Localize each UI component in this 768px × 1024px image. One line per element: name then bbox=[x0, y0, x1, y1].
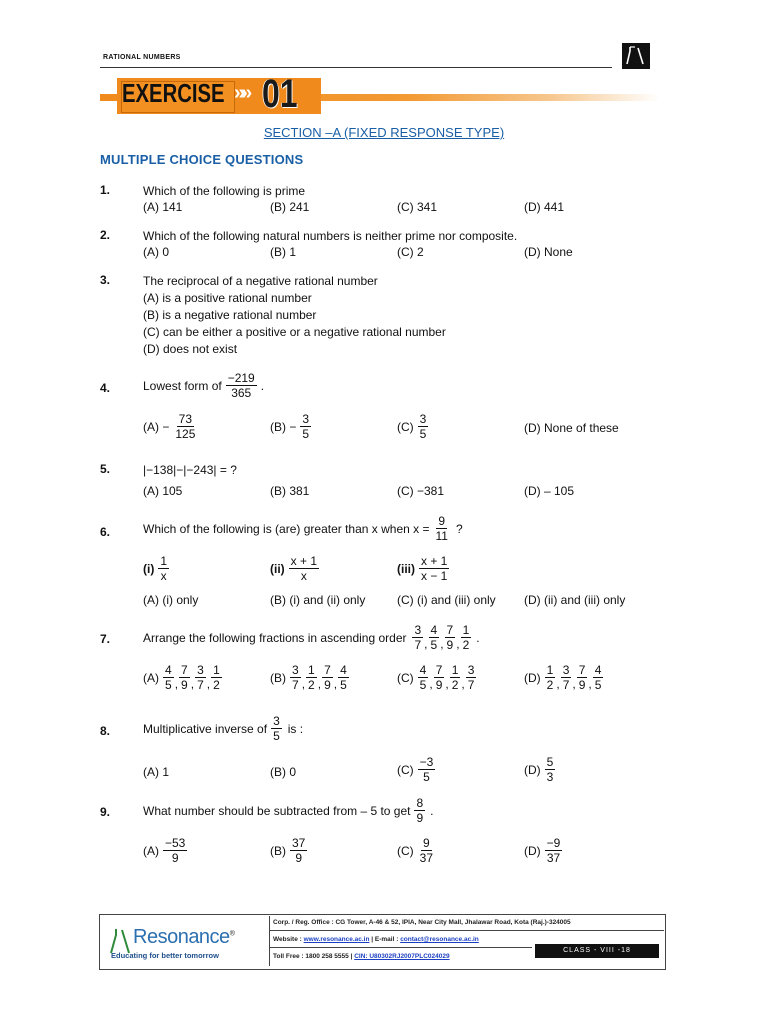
question-text: Which of the following natural numbers is neither prime nor composite. bbox=[143, 229, 518, 243]
question-number: 6. bbox=[100, 525, 111, 539]
option-d: (D) does not exist bbox=[143, 342, 238, 356]
fraction: $\frac{7}{9}$ bbox=[435, 663, 443, 692]
question-text: Arrange the following fractions in ascending order $\frac{3}{7}$ , $\frac{4}{5}$ , $\frac{7}{9}$ , $\frac{1}{2}$ . bbox=[143, 623, 480, 652]
question-text: |−138|−|−243| = ? bbox=[143, 463, 237, 477]
option-a: (A) 141 bbox=[143, 200, 183, 214]
option-a: (A) (i) only bbox=[143, 593, 199, 607]
question-text: Which of the following is prime bbox=[143, 184, 306, 198]
option-b: (B) $\frac{3}{7}$ , $\frac{1}{2}$ , $\frac{7}{9}$ , $\frac{4}{5}$ bbox=[270, 663, 347, 692]
option-d: (D) $\frac{1}{2}$ , $\frac{3}{7}$ , $\frac{7}{9}$ , $\frac{4}{5}$ bbox=[524, 663, 602, 692]
website-link[interactable]: www.resonance.ac.in bbox=[303, 936, 370, 943]
comma: , bbox=[317, 677, 322, 691]
section-title: SECTION –A (FIXED RESPONSE TYPE) bbox=[263, 125, 505, 140]
comma: , bbox=[456, 637, 460, 651]
header-divider bbox=[100, 67, 612, 68]
comma: , bbox=[174, 677, 179, 691]
option-a: (A) 1 bbox=[143, 765, 170, 779]
option-b: (B) $\frac{37}{9}$ bbox=[270, 836, 306, 865]
exercise-word: EXERCISE bbox=[122, 78, 225, 108]
fraction: $\frac{3}{7}$ bbox=[292, 663, 299, 692]
option-d: (D) None bbox=[524, 245, 573, 259]
fraction: $\frac{1}{2}$ bbox=[213, 663, 220, 692]
comma: , bbox=[333, 677, 338, 691]
fraction: $\frac{4}{5}$ bbox=[419, 663, 427, 692]
comma: , bbox=[461, 677, 465, 691]
comma: , bbox=[424, 637, 428, 651]
question-number: 5. bbox=[100, 462, 111, 476]
fraction: $\frac{4}{5}$ bbox=[430, 623, 438, 652]
option-c: (C) 341 bbox=[397, 200, 438, 214]
comma: , bbox=[588, 677, 592, 691]
option-d: (D) $\frac{5}{3}$ bbox=[524, 755, 554, 784]
fraction: $\frac{4}{5}$ bbox=[165, 663, 172, 692]
fraction: $\frac{4}{5}$ bbox=[594, 663, 602, 692]
question-text: The reciprocal of a negative rational number bbox=[143, 274, 378, 288]
comma: , bbox=[429, 677, 433, 691]
question-number: 8. bbox=[100, 724, 111, 738]
option-b: (B) is a negative rational number bbox=[143, 308, 317, 322]
question-number: 2. bbox=[100, 228, 111, 242]
fraction: $\frac{7}{9}$ bbox=[181, 663, 188, 692]
option-c: (C) −381 bbox=[397, 484, 445, 498]
option-c: (C) $\frac{3}{5}$ bbox=[397, 412, 427, 441]
question-text: Which of the following is (are) greater than x when x = $\frac{9}{11}$ ? bbox=[143, 514, 463, 543]
option-c: (C) (i) and (iii) only bbox=[397, 593, 496, 607]
question-number: 1. bbox=[100, 183, 111, 197]
option-b: (B) 241 bbox=[270, 200, 310, 214]
exercise-number: 01 bbox=[262, 72, 298, 116]
option-c: (C) $\frac{-3}{5}$ bbox=[397, 755, 434, 784]
contact-line: Website : www.resonance.ac.in | E-mail : contact@resonance.ac.in bbox=[273, 936, 479, 943]
fraction: $\frac{7}{9}$ bbox=[446, 623, 454, 652]
fraction: $\frac{-219}{365}$ bbox=[227, 371, 255, 400]
comma: , bbox=[440, 637, 444, 651]
tollfree-line: Toll Free : 1800 258 5555 | CIN: U80302RJ2007PLC024029 bbox=[273, 953, 450, 960]
option-c: (C) can be either a positive or a negative rational number bbox=[143, 325, 446, 339]
fraction: $\frac{1}{2}$ bbox=[546, 663, 554, 692]
comma: , bbox=[190, 677, 195, 691]
item-iii: (iii) $\frac{x + 1}{x - 1}$ bbox=[397, 554, 448, 583]
question-number: 7. bbox=[100, 632, 111, 646]
question-text: Lowest form of $\frac{-219}{365}$ . bbox=[143, 371, 265, 400]
mcq-heading: MULTIPLE CHOICE QUESTIONS bbox=[100, 152, 304, 167]
fraction: $\frac{7}{9}$ bbox=[324, 663, 331, 692]
option-b: (B) 0 bbox=[270, 765, 297, 779]
option-a: (A) − $\frac{73}{125}$ bbox=[143, 412, 196, 441]
fraction: $\frac{7}{9}$ bbox=[578, 663, 586, 692]
option-c: (C) 2 bbox=[397, 245, 424, 259]
comma: , bbox=[206, 677, 211, 691]
fraction: $\frac{3}{7}$ bbox=[414, 623, 422, 652]
option-b: (B) (i) and (ii) only bbox=[270, 593, 366, 607]
option-c: (C) $\frac{9}{37}$ bbox=[397, 836, 434, 865]
fraction: $\frac{3}{7}$ bbox=[562, 663, 570, 692]
comma: , bbox=[301, 677, 306, 691]
option-d: (D) $\frac{-9}{37}$ bbox=[524, 836, 561, 865]
fraction: $\frac{3}{7}$ bbox=[197, 663, 204, 692]
question-number: 3. bbox=[100, 273, 111, 287]
resonance-logo-icon bbox=[622, 43, 650, 69]
fraction: $\frac{1}{2}$ bbox=[308, 663, 315, 692]
option-a: (A) 0 bbox=[143, 245, 170, 259]
fraction: $\frac{1}{2}$ bbox=[451, 663, 459, 692]
item-i: (i) $\frac{1}{x}$ bbox=[143, 554, 168, 583]
option-b: (B) − $\frac{3}{5}$ bbox=[270, 412, 310, 441]
brand-tagline: Educating for better tomorrow bbox=[111, 951, 219, 960]
option-b: (B) 1 bbox=[270, 245, 297, 259]
office-address: Corp. / Reg. Office : CG Tower, A-46 & 52, IPIA, Near City Mall, Jhalawar Road, Kota (Raj.)-324005 bbox=[273, 919, 571, 926]
option-a: (A) $\frac{4}{5}$ , $\frac{7}{9}$ , $\frac{3}{7}$ , $\frac{1}{2}$ bbox=[143, 663, 220, 692]
comma: , bbox=[556, 677, 560, 691]
footer-logo bbox=[101, 916, 270, 966]
fraction: $\frac{3}{7}$ bbox=[467, 663, 475, 692]
comma: , bbox=[572, 677, 576, 691]
option-a: (A) 105 bbox=[143, 484, 183, 498]
option-a: (A) is a positive rational number bbox=[143, 291, 312, 305]
question-number: 9. bbox=[100, 805, 111, 819]
comma: , bbox=[445, 677, 449, 691]
brand-name: Resonance® bbox=[133, 926, 235, 948]
item-ii: (ii) $\frac{x + 1}{x}$ bbox=[270, 554, 318, 583]
option-d: (D) – 105 bbox=[524, 484, 575, 498]
fraction: $\frac{1}{2}$ bbox=[462, 623, 470, 652]
question-number: 4. bbox=[100, 381, 111, 395]
email-link[interactable]: contact@resonance.ac.in bbox=[400, 936, 479, 943]
chapter-title: RATIONAL NUMBERS bbox=[103, 54, 181, 61]
fraction: $\frac{4}{5}$ bbox=[340, 663, 347, 692]
option-a: (A) $\frac{-53}{9}$ bbox=[143, 836, 186, 865]
question-text: Multiplicative inverse of $\frac{3}{5}$ is : bbox=[143, 714, 304, 743]
exercise-arrows-icon: »» bbox=[234, 82, 249, 104]
option-b: (B) 381 bbox=[270, 484, 310, 498]
option-d: (D) 441 bbox=[524, 200, 565, 214]
option-c: (C) $\frac{4}{5}$ , $\frac{7}{9}$ , $\frac{1}{2}$ , $\frac{3}{7}$ bbox=[397, 663, 475, 692]
class-badge: CLASS - VIII -18 bbox=[535, 944, 659, 958]
question-text: What number should be subtracted from – 5 to get $\frac{8}{9}$ . bbox=[143, 796, 434, 825]
option-d: (D) None of these bbox=[524, 421, 619, 435]
option-d: (D) (ii) and (iii) only bbox=[524, 593, 626, 607]
